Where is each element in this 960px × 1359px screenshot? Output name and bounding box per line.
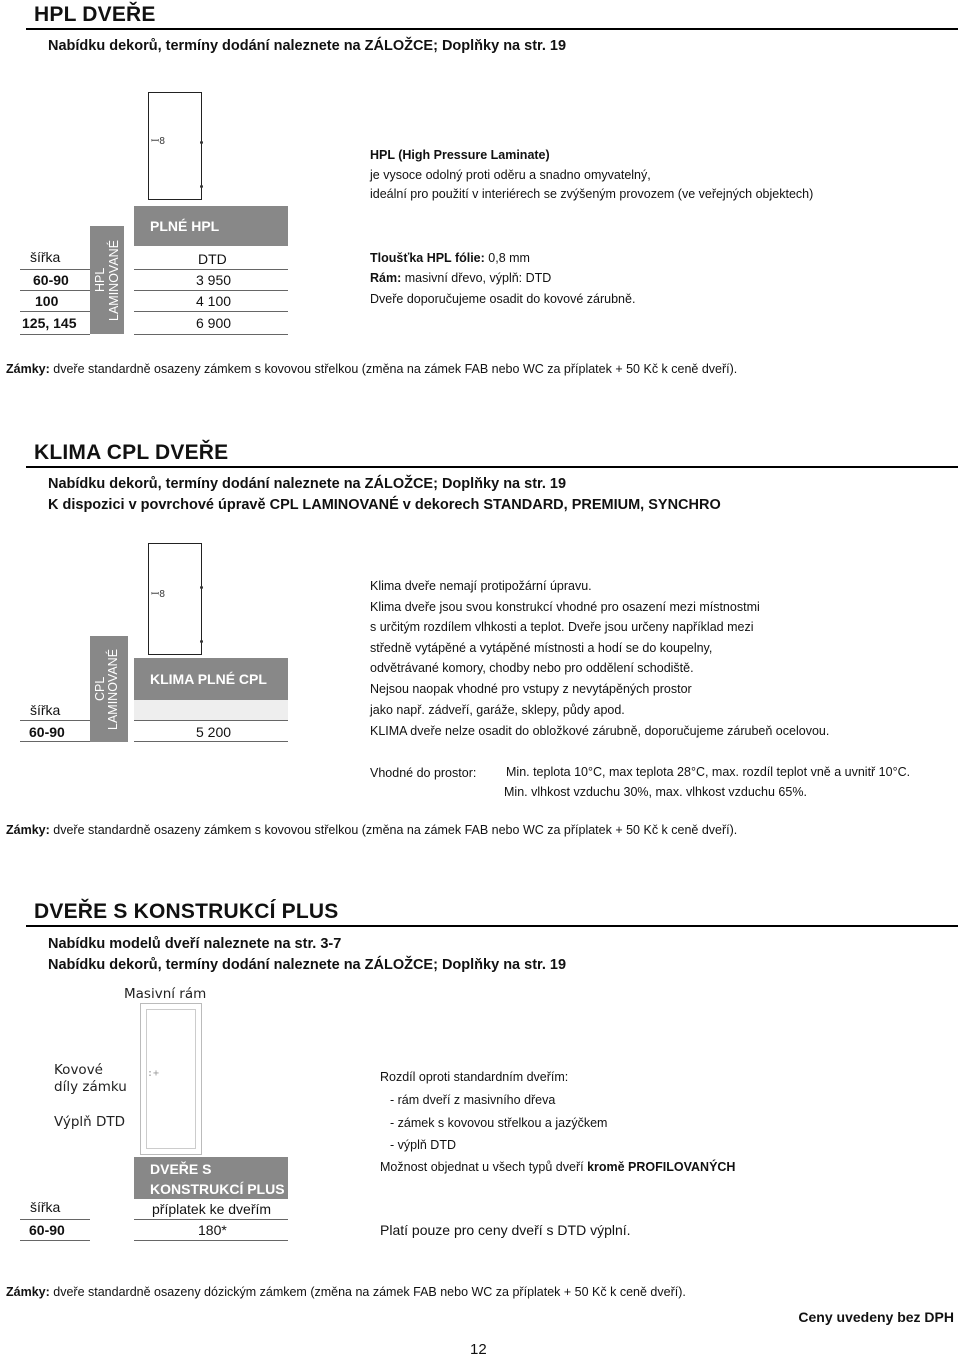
hinge-icon — [200, 586, 203, 589]
klima-table-header — [134, 658, 288, 700]
table-line — [20, 334, 90, 335]
door-handle-icon: ꟷ8 — [151, 136, 166, 147]
callout-lock-line: Kovové — [54, 1062, 103, 1078]
hpl-spec — [370, 251, 530, 265]
konstrukce-table-header — [134, 1157, 288, 1199]
table-line — [20, 741, 90, 742]
klima-side-label — [90, 636, 128, 742]
klima-subtitle: Nabídku dekorů, termíny dodání naleznete na ZÁLOŽCE; Doplňky na str. 19 — [48, 476, 567, 492]
page-number: 12 — [470, 1341, 487, 1358]
section-title-konstrukce: DVEŘE S KONSTRUKCÍ PLUS — [34, 900, 339, 923]
klima-locks-note — [6, 823, 737, 837]
hpl-side-label-text: HPL LAMINOVANÉ — [93, 239, 121, 321]
hpl-col-label: DTD — [198, 251, 227, 267]
door-frame-inner — [146, 1009, 196, 1149]
diff-item: - rám dveří z masivního dřeva — [390, 1093, 556, 1107]
klima-desc-line: jako např. zádveří, garáže, sklepy, půdy apod. — [370, 703, 625, 717]
table-cell-price: 4 100 — [196, 293, 232, 309]
table-line — [134, 1240, 288, 1241]
diff-title: Rozdíl oproti standardním dveřím: — [380, 1070, 569, 1084]
door-illustration — [148, 92, 202, 200]
table-line — [134, 311, 288, 312]
hpl-spec — [370, 271, 551, 285]
callout-frame-label: Masivní rám — [124, 986, 207, 1002]
table-cell-price: 6 900 — [196, 315, 232, 331]
callout-lock-line: díly zámku — [54, 1079, 127, 1095]
table-line — [20, 311, 90, 312]
section-title-hpl: HPL DVEŘE — [34, 3, 156, 26]
table-line — [134, 334, 288, 335]
diff-item: - zámek s kovovou střelkou a jazýčkem — [390, 1116, 608, 1130]
diff-item: - výplň DTD — [390, 1138, 456, 1152]
title-underline — [26, 28, 958, 30]
hinge-icon — [200, 185, 203, 188]
konstrukce-subtitle: Nabídku dekorů, termíny dodání naleznete na ZÁLOŽCE; Doplňky na str. 19 — [48, 957, 567, 973]
klima-desc-line: s určitým rozdílem vlhkosti a teplot. Dveře jsou určeny například mezi — [370, 620, 754, 634]
spec-value: masivní dřevo, výplň: DTD — [401, 271, 552, 285]
section-title-klima: KLIMA CPL DVEŘE — [34, 441, 229, 464]
locks-text: dveře standardně osazeny dózickým zámkem (změna na zámek FAB nebo WC za příplatek + 50 Kč k ceně dveří). — [49, 1285, 686, 1299]
klima-subtitle: K dispozici v povrchové úpravě CPL LAMINOVANÉ v dekorech STANDARD, PREMIUM, SYNCHRO — [48, 497, 721, 513]
table-cell-price: 3 950 — [196, 272, 232, 288]
callout-lock-label — [54, 1062, 127, 1096]
table-line — [20, 1240, 90, 1241]
hinge-icon — [200, 640, 203, 643]
locks-text: dveře standardně osazeny zámkem s kovovou střelkou (změna na zámek FAB nebo WC za příplatek + 50 Kč k ceně dveří). — [49, 823, 738, 837]
locks-label: Zámky: — [6, 362, 50, 376]
spec-value: 0,8 mm — [484, 251, 530, 265]
table-line — [20, 1219, 90, 1220]
spec-label: Tloušťka HPL fólie: — [370, 251, 485, 265]
klima-desc-line: Klima dveře jsou svou konstrukcí vhodné pro osazení mezi místnostmi — [370, 600, 760, 614]
konstrukce-col-label: příplatek ke dveřím — [152, 1201, 272, 1217]
klima-table-header-label: KLIMA PLNÉ CPL — [150, 671, 267, 687]
klima-desc-line: Klima dveře nemají protipožární úpravu. — [370, 579, 592, 593]
table-cell-width: 60-90 — [29, 724, 65, 740]
title-underline — [26, 925, 958, 927]
table-cell-width: 100 — [35, 293, 59, 309]
table-cell-width: 60-90 — [33, 272, 69, 288]
klima-desc-line: odvětrávané komory, chodby nebo pro oddělení schodiště. — [370, 661, 694, 675]
hpl-desc-line: je vysoce odolný proti oděru a snadno omyvatelný, — [370, 168, 651, 182]
table-line — [20, 720, 90, 721]
klima-desc-line: středně vytápěné a vytápěné místnosti a hodí se do koupelny, — [370, 641, 713, 655]
table-line — [134, 269, 288, 270]
klima-col-spacer — [134, 700, 288, 720]
prices-note: Ceny uvedeny bez DPH — [798, 1309, 954, 1325]
suitable-text: Min. teplota 10°C, max teplota 28°C, max. rozdíl teplot vně a uvnitř 10°C. — [506, 765, 911, 779]
door-handle-icon: ꟷ8 — [151, 589, 166, 600]
spec-label: Rám: — [370, 271, 402, 285]
width-label: šířka — [30, 249, 61, 265]
konstrukce-subtitle: Nabídku modelů dveří naleznete na str. 3-7 — [48, 936, 342, 952]
table-line — [134, 741, 288, 742]
table-line — [134, 1219, 288, 1220]
klima-desc-line: Nejsou naopak vhodné pro vstupy z nevytápěných prostor — [370, 682, 692, 696]
hpl-subtitle: Nabídku dekorů, termíny dodání naleznete na ZÁLOŽCE; Doplňky na str. 19 — [48, 38, 567, 54]
width-label: šířka — [30, 1199, 61, 1215]
lock-parts-icon: :+ — [147, 1068, 160, 1079]
table-line — [134, 290, 288, 291]
hpl-table-header — [134, 206, 288, 246]
suitable-text: Min. vlhkost vzduchu 30%, max. vlhkost vzduchu 65%. — [504, 785, 807, 799]
konstrukce-locks-note — [6, 1285, 686, 1299]
door-illustration — [148, 543, 202, 655]
table-cell-width: 125, 145 — [22, 315, 77, 331]
locks-text: dveře standardně osazeny zámkem s kovovou střelkou (změna na zámek FAB nebo WC za příplatek + 50 Kč k ceně dveří). — [49, 362, 738, 376]
order-note — [380, 1160, 735, 1174]
table-line — [20, 290, 90, 291]
order-text: Možnost objednat u všech typů dveří — [380, 1160, 588, 1174]
locks-label: Zámky: — [6, 823, 50, 837]
hinge-icon — [200, 141, 203, 144]
dtd-note: Platí pouze pro ceny dveří s DTD výplní. — [380, 1222, 631, 1238]
table-cell-price: 180* — [198, 1222, 227, 1238]
table-line — [134, 720, 288, 721]
title-underline — [26, 466, 958, 468]
suitable-label: Vhodné do prostor: — [370, 766, 477, 780]
hpl-table-header-label: PLNÉ HPL — [150, 218, 220, 234]
konstrukce-table-header-line: KONSTRUKCÍ PLUS — [150, 1181, 285, 1197]
hpl-spec: Dveře doporučujeme osadit do kovové zárubně. — [370, 292, 636, 306]
table-line — [20, 269, 90, 270]
order-bold: kromě PROFILOVANÝCH — [587, 1160, 736, 1174]
klima-side-label-text: CPL LAMINOVANÉ — [93, 648, 120, 730]
konstrukce-table-header-line: DVEŘE S — [150, 1161, 212, 1177]
locks-label: Zámky: — [6, 1285, 50, 1299]
door-construction-illustration — [140, 1003, 202, 1155]
hpl-desc-title: HPL (High Pressure Laminate) — [370, 148, 550, 162]
width-label: šířka — [30, 702, 61, 718]
hpl-locks-note — [6, 362, 737, 376]
hpl-desc-line: ideální pro použití v interiérech se zvýšeným provozem (ve veřejných objektech) — [370, 187, 814, 201]
klima-desc-line: KLIMA dveře nelze osadit do obložkové zárubně, doporučujeme zárubeň ocelovou. — [370, 724, 830, 738]
callout-fill-label: Výplň DTD — [54, 1114, 126, 1130]
table-cell-price: 5 200 — [196, 724, 232, 740]
table-cell-width: 60-90 — [29, 1222, 65, 1238]
hpl-side-label — [90, 226, 124, 334]
